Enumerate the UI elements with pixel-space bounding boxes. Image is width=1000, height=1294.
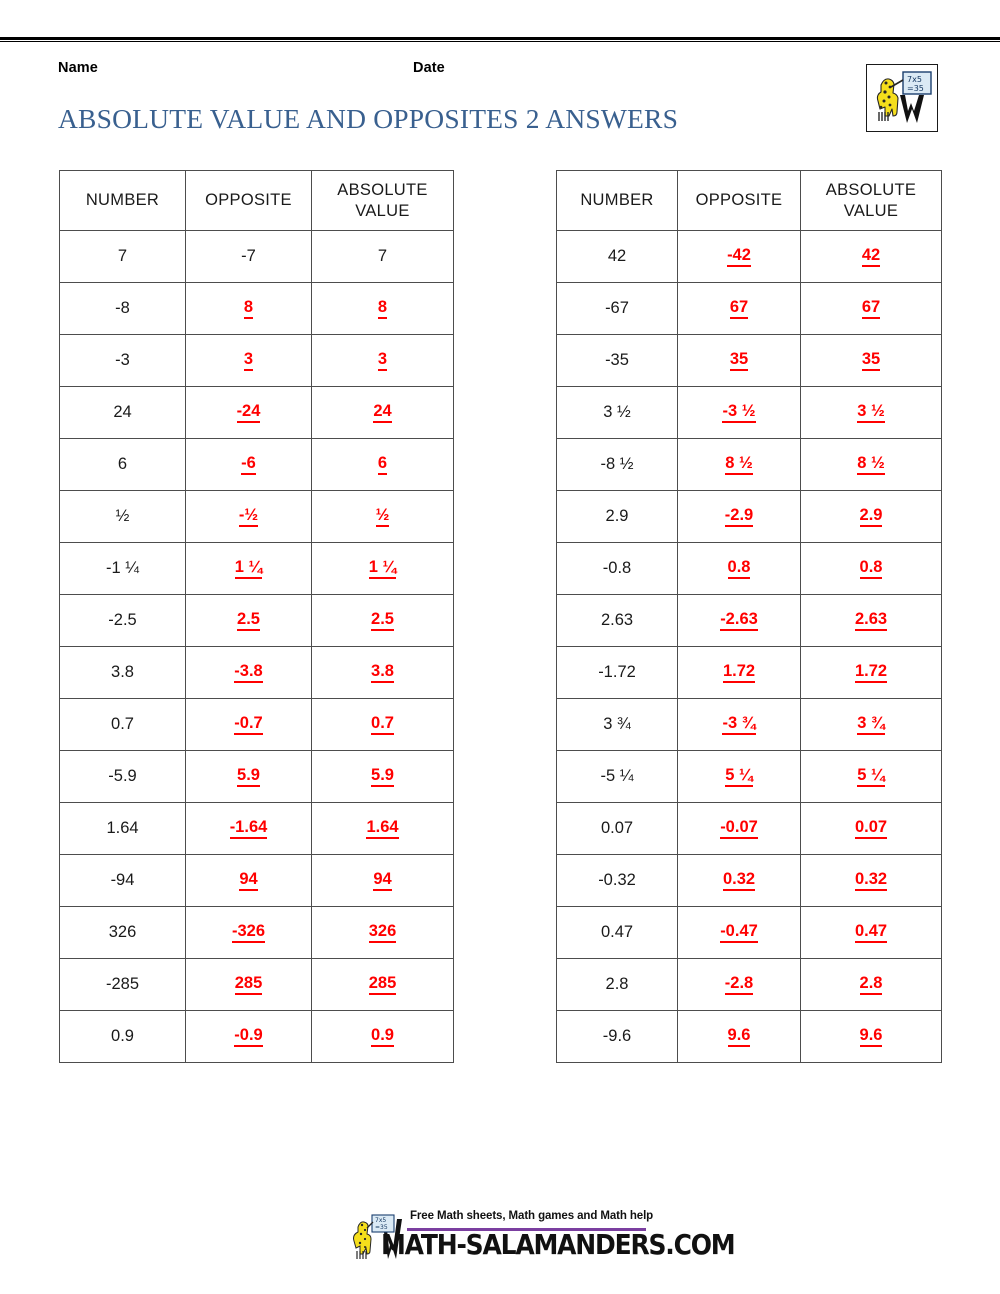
table-row	[557, 855, 942, 907]
cell-absolute-value	[801, 595, 942, 647]
cell-opposite	[678, 387, 801, 439]
cell-opposite	[186, 439, 312, 491]
cell-number	[60, 387, 186, 439]
given-value: -5 ¼	[600, 767, 634, 785]
cell-absolute-value	[312, 283, 454, 335]
cell-number	[60, 335, 186, 387]
cell-absolute-value	[312, 439, 454, 491]
answer-value: -0.07	[720, 819, 758, 839]
table-row	[557, 699, 942, 751]
table-row	[557, 751, 942, 803]
cell-absolute-value	[312, 335, 454, 387]
given-value: 326	[108, 923, 137, 941]
cell-number	[60, 595, 186, 647]
given-value: -9.6	[602, 1027, 632, 1045]
answer-value: 0.8	[860, 559, 883, 579]
cell-absolute-value	[312, 1011, 454, 1063]
given-value: 24	[113, 403, 132, 421]
cell-opposite	[678, 855, 801, 907]
cell-opposite	[186, 959, 312, 1011]
cell-absolute-value	[312, 491, 454, 543]
answer-value: 94	[239, 871, 257, 891]
cell-absolute-value	[801, 491, 942, 543]
cell-absolute-value	[312, 387, 454, 439]
cell-opposite	[186, 283, 312, 335]
answer-value: 1 ¼	[369, 559, 397, 579]
answer-value: 8 ½	[725, 455, 753, 475]
answer-value: 24	[373, 403, 391, 423]
table-row	[557, 231, 942, 283]
answer-value: -326	[232, 923, 265, 943]
cell-number	[60, 491, 186, 543]
cell-opposite	[678, 335, 801, 387]
page-title: ABSOLUTE VALUE AND OPPOSITES 2 ANSWERS	[58, 103, 679, 134]
given-value: 42	[607, 247, 627, 265]
answer-value: 2.9	[860, 507, 883, 527]
cell-number	[60, 959, 186, 1011]
given-value: 2.8	[605, 975, 629, 993]
answer-value: 0.07	[855, 819, 887, 839]
cell-number	[557, 595, 678, 647]
cell-opposite	[186, 491, 312, 543]
cell-absolute-value	[312, 595, 454, 647]
cell-number	[557, 855, 678, 907]
answer-value: 8	[244, 299, 253, 319]
answer-value: 2.8	[860, 975, 883, 995]
cell-absolute-value	[312, 647, 454, 699]
given-value: 1.64	[106, 819, 139, 837]
cell-absolute-value	[312, 751, 454, 803]
table-row	[557, 387, 942, 439]
footer-brand	[352, 1209, 735, 1271]
table-row	[60, 959, 454, 1011]
table-row	[557, 439, 942, 491]
cell-absolute-value	[312, 543, 454, 595]
table-row	[60, 855, 454, 907]
cell-absolute-value	[801, 699, 942, 751]
answer-value: 3.8	[371, 663, 394, 683]
cell-absolute-value	[801, 751, 942, 803]
absolute-value-line-2: VALUE	[355, 201, 410, 220]
answer-value: 5.9	[237, 767, 260, 787]
given-value: 0.47	[600, 923, 634, 941]
giraffe-teacher-icon	[867, 65, 937, 131]
answer-value: 42	[862, 247, 880, 267]
cell-number	[557, 439, 678, 491]
right-answer-table	[556, 170, 942, 1063]
right-table-body	[557, 231, 942, 1063]
header-rule	[0, 37, 1000, 42]
cell-opposite	[186, 855, 312, 907]
answer-value: 1.72	[855, 663, 887, 683]
answer-value: -0.7	[234, 715, 262, 735]
given-value: 3 ½	[603, 403, 631, 421]
answer-value: 8 ½	[857, 455, 885, 475]
cell-opposite	[186, 699, 312, 751]
table-row	[557, 283, 942, 335]
left-answer-table	[59, 170, 454, 1063]
answer-value: 35	[862, 351, 880, 371]
answer-value: 3	[378, 351, 387, 371]
given-value: -67	[605, 299, 629, 317]
answer-value: -3 ½	[722, 403, 755, 423]
given-value: ½	[115, 507, 130, 525]
answer-value: 2.5	[371, 611, 394, 631]
cell-absolute-value	[312, 907, 454, 959]
cell-absolute-value	[801, 1011, 942, 1063]
cell-opposite	[186, 335, 312, 387]
table-row	[60, 335, 454, 387]
cell-opposite	[186, 387, 312, 439]
absolute-value-line-1: ABSOLUTE	[337, 180, 428, 199]
answer-value: 0.47	[855, 923, 887, 943]
cell-opposite	[678, 491, 801, 543]
cell-number	[60, 803, 186, 855]
cell-number	[557, 387, 678, 439]
cell-number	[60, 855, 186, 907]
footer-site-url: MATH-SALAMANDERS.COM	[381, 1228, 735, 1261]
cell-number	[557, 335, 678, 387]
given-value: -8 ½	[600, 455, 634, 473]
given-value: -1 ¼	[105, 559, 140, 577]
cell-opposite	[186, 595, 312, 647]
date-label: Date	[413, 60, 445, 76]
answer-value: -½	[239, 507, 258, 527]
answer-value: -3.8	[234, 663, 262, 683]
cell-opposite	[186, 231, 312, 283]
given-value: 3 ¾	[603, 715, 631, 733]
cell-opposite	[186, 543, 312, 595]
cell-absolute-value	[801, 647, 942, 699]
answer-value: 0.32	[855, 871, 887, 891]
cell-opposite	[186, 907, 312, 959]
cell-number	[60, 439, 186, 491]
cell-absolute-value	[312, 231, 454, 283]
given-value: 3.8	[111, 663, 134, 681]
answer-value: 3 ¾	[857, 715, 885, 735]
table-row	[557, 803, 942, 855]
answer-value: -3 ¾	[722, 715, 755, 735]
cell-number	[60, 231, 186, 283]
answer-value: 9.6	[728, 1027, 751, 1047]
cell-absolute-value	[801, 907, 942, 959]
given-value: -0.8	[602, 559, 632, 577]
given-value: -8	[115, 299, 130, 317]
cell-opposite	[678, 439, 801, 491]
cell-number	[60, 699, 186, 751]
answer-value: 326	[369, 923, 397, 943]
answer-value: -2.9	[725, 507, 753, 527]
cell-absolute-value	[801, 439, 942, 491]
table-row	[60, 543, 454, 595]
table-row	[557, 647, 942, 699]
table-row	[60, 491, 454, 543]
cell-absolute-value	[801, 231, 942, 283]
math-salamanders-logo-icon	[866, 64, 938, 132]
column-header-absolute-value	[312, 171, 454, 231]
answer-value: 0.7	[371, 715, 394, 735]
answer-value: 67	[862, 299, 880, 319]
table-row	[557, 907, 942, 959]
name-date-row	[58, 60, 942, 80]
given-value: -35	[605, 351, 629, 369]
table-row	[557, 543, 942, 595]
answer-value: -1.64	[230, 819, 268, 839]
column-header-opposite: OPPOSITE	[678, 171, 801, 231]
answer-value: 35	[730, 351, 748, 371]
column-header-opposite: OPPOSITE	[186, 171, 312, 231]
cell-opposite	[678, 647, 801, 699]
cell-number	[557, 231, 678, 283]
table-header-row	[557, 171, 942, 231]
cell-opposite	[678, 1011, 801, 1063]
cell-opposite	[186, 751, 312, 803]
table-row	[60, 647, 454, 699]
cell-absolute-value	[801, 959, 942, 1011]
answer-value: 9.6	[860, 1027, 883, 1047]
cell-opposite	[186, 803, 312, 855]
cell-opposite	[678, 595, 801, 647]
answer-value: 3	[244, 351, 253, 371]
given-value: -1.72	[598, 663, 636, 681]
table-row	[557, 595, 942, 647]
table-row	[60, 439, 454, 491]
answer-value: -42	[727, 247, 751, 267]
cell-number	[557, 283, 678, 335]
cell-opposite	[678, 907, 801, 959]
given-value: 7	[377, 247, 388, 265]
cell-opposite	[678, 803, 801, 855]
answer-value: 5.9	[371, 767, 394, 787]
answer-value: -0.9	[234, 1027, 262, 1047]
table-row	[60, 1011, 454, 1063]
cell-number	[557, 803, 678, 855]
answer-value: 8	[378, 299, 387, 319]
table-row	[60, 751, 454, 803]
answer-value: 0.9	[371, 1027, 394, 1047]
answer-value: -24	[237, 403, 261, 423]
board-line-2: =35	[907, 84, 924, 93]
cell-opposite	[678, 283, 801, 335]
column-header-number: NUMBER	[60, 171, 186, 231]
answer-value: 67	[730, 299, 748, 319]
given-value: -285	[105, 975, 140, 993]
cell-opposite	[186, 1011, 312, 1063]
answer-value: 285	[235, 975, 263, 995]
cell-number	[60, 1011, 186, 1063]
given-value: -2.5	[108, 611, 137, 629]
column-header-absolute-value	[801, 171, 942, 231]
answer-value: -0.47	[720, 923, 758, 943]
given-value: 0.9	[111, 1027, 134, 1045]
answer-value: ½	[376, 507, 390, 527]
cell-absolute-value	[801, 543, 942, 595]
cell-number	[557, 1011, 678, 1063]
answer-value: 6	[378, 455, 387, 475]
given-value: 6	[117, 455, 128, 473]
svg-text:=35: =35	[375, 1224, 388, 1231]
cell-opposite	[678, 699, 801, 751]
table-row	[60, 283, 454, 335]
cell-number	[60, 543, 186, 595]
answer-value: 1.64	[366, 819, 398, 839]
answer-value: 2.63	[855, 611, 887, 631]
cell-absolute-value	[801, 387, 942, 439]
cell-absolute-value	[801, 803, 942, 855]
table-row	[60, 231, 454, 283]
table-header-row	[60, 171, 454, 231]
cell-number	[557, 543, 678, 595]
table-row	[60, 387, 454, 439]
column-header-number: NUMBER	[557, 171, 678, 231]
table-row	[60, 595, 454, 647]
given-value: 2.9	[605, 507, 629, 525]
cell-absolute-value	[312, 855, 454, 907]
cell-opposite	[186, 647, 312, 699]
answer-value: 2.5	[237, 611, 260, 631]
answer-value: 1 ¼	[235, 559, 263, 579]
answer-value: 0.32	[723, 871, 755, 891]
given-value: 0.7	[111, 715, 134, 733]
answer-value: 5 ¼	[857, 767, 885, 787]
table-row	[60, 699, 454, 751]
cell-absolute-value	[801, 855, 942, 907]
cell-absolute-value	[312, 803, 454, 855]
board-line-1: 7x5	[907, 75, 922, 84]
cell-number	[557, 751, 678, 803]
answer-value: 285	[369, 975, 397, 995]
left-table-body	[60, 231, 454, 1063]
answer-value: 1.72	[723, 663, 755, 683]
svg-text:7x5: 7x5	[375, 1217, 387, 1224]
cell-number	[557, 907, 678, 959]
cell-absolute-value	[801, 283, 942, 335]
table-row	[557, 1011, 942, 1063]
cell-opposite	[678, 959, 801, 1011]
cell-number	[557, 491, 678, 543]
answer-value: 5 ¼	[725, 767, 753, 787]
cell-absolute-value	[312, 959, 454, 1011]
footer-tagline: Free Math sheets, Math games and Math help	[410, 1210, 654, 1222]
answer-value: -6	[241, 455, 256, 475]
given-value: -7	[241, 247, 256, 265]
cell-absolute-value	[312, 699, 454, 751]
given-value: 2.63	[600, 611, 634, 629]
table-row	[557, 959, 942, 1011]
answer-value: -2.63	[720, 611, 758, 631]
answer-value: 94	[373, 871, 391, 891]
given-value: -0.32	[598, 871, 636, 889]
answer-value: 0.8	[728, 559, 751, 579]
given-value: -94	[110, 871, 135, 889]
cell-opposite	[678, 751, 801, 803]
cell-opposite	[678, 231, 801, 283]
table-row	[60, 907, 454, 959]
absolute-value-line-1: ABSOLUTE	[825, 180, 917, 199]
cell-number	[557, 647, 678, 699]
answer-value: -2.8	[725, 975, 753, 995]
cell-number	[60, 751, 186, 803]
given-value: 7	[117, 247, 128, 265]
absolute-value-line-2: VALUE	[843, 201, 899, 220]
cell-opposite	[678, 543, 801, 595]
answer-value: 3 ½	[857, 403, 885, 423]
cell-number	[557, 959, 678, 1011]
table-row	[557, 491, 942, 543]
table-row	[557, 335, 942, 387]
given-value: 0.07	[600, 819, 634, 837]
name-label: Name	[58, 60, 98, 76]
given-value: -3	[115, 351, 130, 369]
cell-number	[60, 283, 186, 335]
cell-number	[557, 699, 678, 751]
cell-absolute-value	[801, 335, 942, 387]
given-value: -5.9	[108, 767, 137, 785]
cell-number	[60, 647, 186, 699]
table-row	[60, 803, 454, 855]
cell-number	[60, 907, 186, 959]
